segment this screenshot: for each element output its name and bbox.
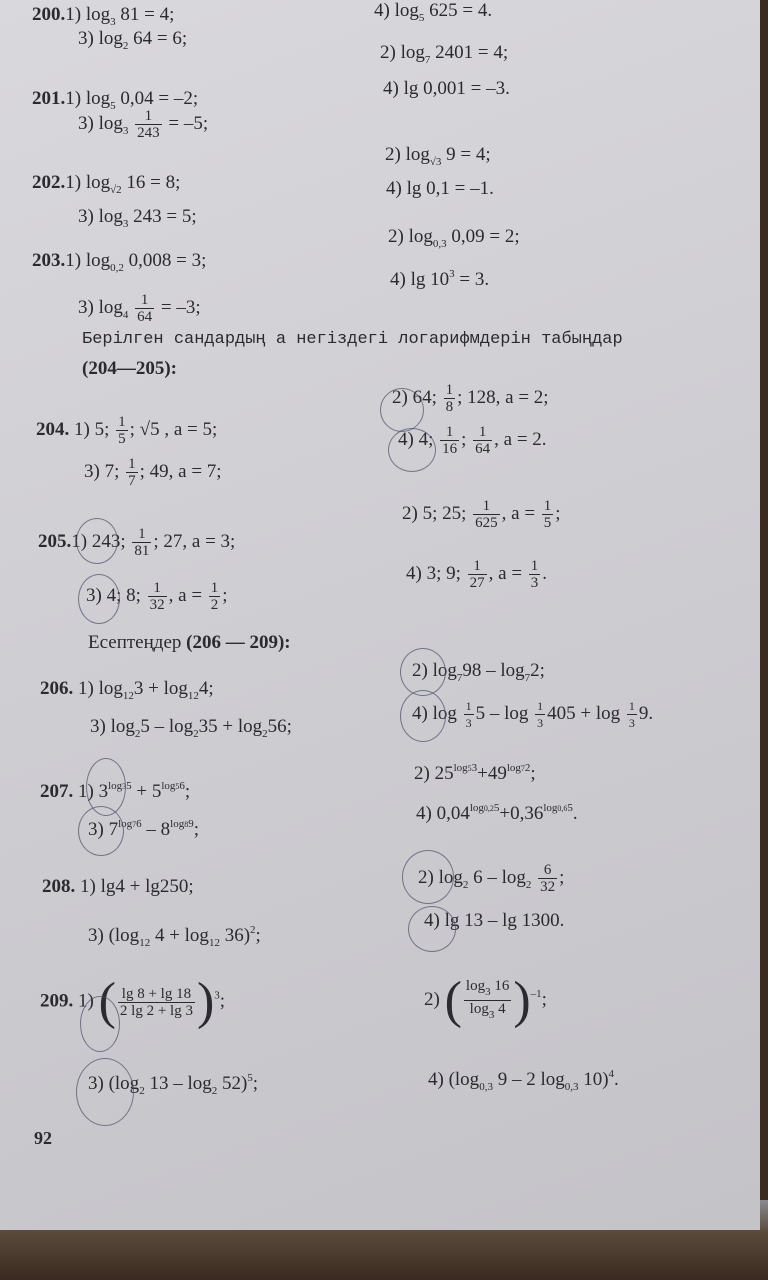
fraction: $\frac{1}{27}$	[469, 558, 485, 591]
exercise-207-item2: 2) $25^{log53}+49^{log72}$;	[414, 762, 536, 784]
exercise-202-item3: 3) $\log_3 243 = 5$;	[78, 206, 197, 230]
fraction: $\frac{1}{16}$	[442, 424, 458, 457]
exercise-206-item4: 4) log $\frac{1}{3}$ 5 – log $\frac{1}{3}$ 405 + log $\frac{1}{3}$ 9.	[412, 699, 654, 730]
exercise-204-row1: 204. 1) 5; $\frac{1}{5}$ ; √5 , a = 5;	[36, 414, 218, 447]
pen-circle-mark	[380, 388, 424, 432]
pen-circle-mark	[78, 806, 124, 856]
exercise-200-item3: 3) $\log_2 64 = 6$;	[78, 28, 188, 52]
pen-circle-mark	[78, 574, 120, 624]
exercise-207-item4: 4) $0,04^{log0,25}+0,36^{log0,65}$.	[416, 802, 578, 824]
exercise-209-item2: 2) ( $\frac{\log_3 16}{\log_3 4}$ )$^{-1}$;	[424, 971, 547, 1029]
fraction: $\frac{1}{3}$	[628, 699, 635, 730]
section-heading-206-209: Есептеңдер (206 — 209):	[88, 632, 291, 653]
fraction: $\frac{1}{3}$	[537, 699, 544, 730]
exercise-205-item3: 3) 4; 8; $\frac{1}{32}$ , a = $\frac{1}{2}$ ;	[86, 580, 228, 613]
page-number: 92	[34, 1128, 52, 1148]
exercise-205-row1: 205.1) 243; $\frac{1}{81}$ ; 27, a = 3;	[38, 526, 236, 559]
exercise-206-item2: 2) $\log_798 - \log_72$;	[412, 660, 545, 684]
exercise-203-item3: 3) $\log_4$ $\frac{1}{64}$ = –3;	[78, 292, 201, 325]
exercise-200-item4: 4) $\log_5 625 = 4$.	[374, 0, 493, 24]
section-heading-204-205: Берілген сандардың a негіздегі логарифмдерін табыңдар	[82, 330, 623, 349]
fraction: $\frac{1}{7}$	[128, 456, 136, 489]
fraction: $\frac{1}{32}$	[149, 580, 165, 613]
fraction: $\frac{1}{5}$	[118, 414, 126, 447]
exercise-201-item4: 4) lg 0,001 = –3.	[383, 78, 510, 99]
exercise-206-item3: 3) $\log_25 - \log_235 + \log_256$;	[90, 716, 292, 740]
exercise-205-item2: 2) 5; 25; $\frac{1}{625}$ , a = $\frac{1}{5}$ ;	[402, 498, 561, 531]
pen-circle-mark	[400, 690, 446, 742]
exercise-202-item4: 4) lg 0,1 = –1.	[386, 178, 494, 199]
exercise-206-row1: 206. 1) $\log_{12}3 + \log_{12}4$;	[40, 678, 214, 702]
exercise-204-item4: 4) 4; $\frac{1}{16}$ ; $\frac{1}{64}$ , a = 2.	[398, 424, 547, 457]
exercise-203-row1: 203.1) $\log_{0,2} 0,008 = 3$;	[32, 250, 207, 274]
exercise-209-item4: 4) ($\log_{0,3}$ 9 – 2 $\log_{0,3} 10)^4$.	[428, 1068, 619, 1093]
exercise-203-item2: 2) $\log_{0,3} 0,09 = 2$;	[388, 226, 520, 250]
fraction: $\frac{1}{81}$	[134, 526, 150, 559]
pen-circle-mark	[400, 648, 446, 696]
fraction: $\frac{1}{64}$	[137, 292, 153, 325]
exercise-201-item3: 3) $\log_3$ $\frac{1}{243}$ = –5;	[78, 108, 209, 141]
exercise-208-item4: 4) lg 13 – lg 1300.	[424, 910, 565, 931]
exercise-207-row1: 207. 1) $3^{log35} + 5^{log56}$;	[40, 780, 191, 802]
pen-circle-mark	[388, 428, 436, 472]
exercise-201-row1: 201.1) $\log_5 0,04 = -2$;	[32, 88, 199, 112]
pen-circle-mark	[76, 1058, 134, 1126]
exercise-207-item3: 3) $7^{log76} - 8^{log89}$;	[88, 818, 199, 840]
fraction: $\frac{1}{64}$	[475, 424, 491, 457]
fraction: $\frac{6}{32}$	[540, 862, 556, 895]
exercise-204-item2: 2) 64; $\frac{1}{8}$ ; 128, a = 2;	[392, 382, 549, 415]
exercise-202-item2: 2) $\log_{√3} 9 = 4$;	[385, 144, 491, 168]
fraction: $\frac{1}{3}$	[465, 699, 472, 730]
exercise-208-item3: 3) ($\log_{12}$ $4 + \log_{12} 36)^2$;	[88, 924, 261, 949]
fraction: $\frac{1}{3}$	[530, 558, 539, 591]
exercise-200-item2: 2) $\log_7 2401 = 4$;	[380, 42, 509, 66]
fraction: $\frac{1}{5}$	[543, 498, 552, 531]
fraction: $\frac{\log_3 16}{\log_3 4}$	[465, 978, 510, 1021]
section-range-204-205: (204—205):	[82, 358, 177, 379]
exercise-200-row1: 200.1) $\log_3 81 = 4$;	[32, 4, 175, 28]
fraction: $\frac{1}{625}$	[475, 498, 498, 531]
exercise-203-item4: 4) $\lg 10^3 = 3$.	[390, 268, 490, 290]
exercise-208-row1: 208. 1) lg4 + lg250;	[42, 876, 194, 897]
pen-circle-mark	[402, 850, 454, 904]
fraction: $\frac{1}{243}$	[137, 108, 160, 141]
exercise-209-row1: 209. 1) ( $\frac{\lg 8 + \lg 18}{2 \lg 2 + \lg 3}$ )$^3$;	[40, 973, 226, 1030]
exercise-208-item2: 2) $\log_2 6 - \log_2$ $\frac{6}{32}$ ;	[418, 862, 565, 895]
pen-circle-mark	[408, 906, 456, 952]
exercise-209-item3: 3) ($\log_2$ $13 - \log_2 52)^5$;	[88, 1072, 259, 1097]
fraction: $\frac{1}{8}$	[445, 382, 454, 415]
exercise-205-item4: 4) 3; 9; $\frac{1}{27}$ , a = $\frac{1}{3}$ .	[406, 558, 548, 591]
fraction: $\frac{\lg 8 + \lg 18}{2 \lg 2 + \lg 3}$	[119, 985, 193, 1019]
exercise-204-item3: 3) 7; $\frac{1}{7}$ ; 49, a = 7;	[84, 456, 222, 489]
pen-circle-mark	[80, 996, 120, 1052]
pen-circle-mark	[76, 518, 118, 564]
exercise-202-row1: 202.1) $\log_{√2} 16 = 8$;	[32, 172, 181, 196]
fraction: $\frac{1}{2}$	[210, 580, 219, 613]
